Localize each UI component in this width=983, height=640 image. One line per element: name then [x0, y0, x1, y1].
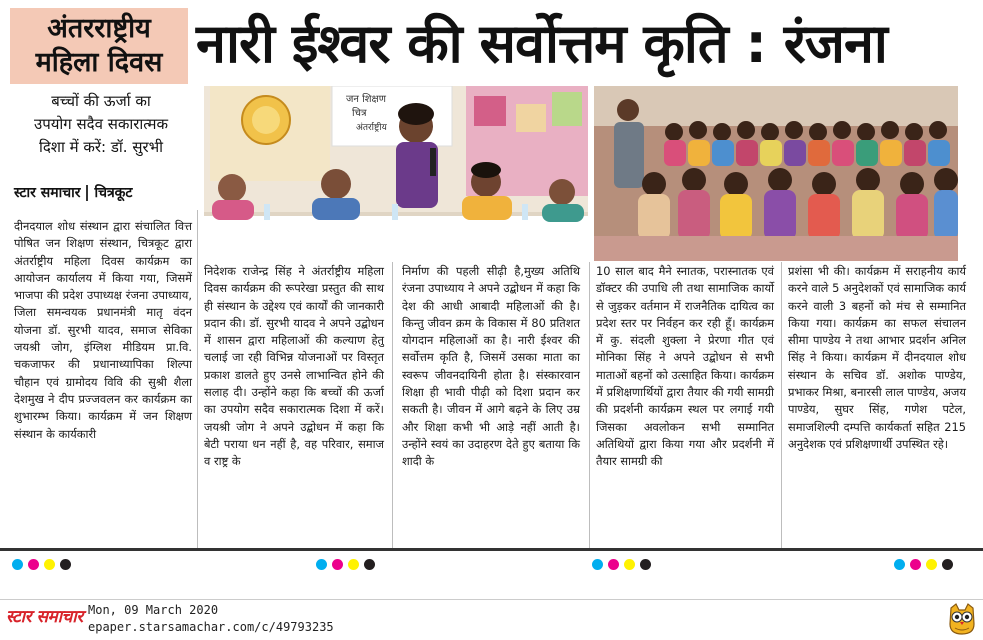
cyan-dot	[316, 559, 327, 570]
column-divider	[781, 262, 782, 548]
cyan-dot	[894, 559, 905, 570]
yellow-dot	[624, 559, 635, 570]
kicker-line-2: महिला दिवस	[35, 47, 163, 78]
banner-line-1: जन शिक्षण	[346, 94, 386, 105]
black-dot	[60, 559, 71, 570]
article-column-1: दीनदयाल शोध संस्थान द्वारा संचालित वित्त पोषित जन शिक्षण संस्थान, चित्रकूट द्वारा अंतर्राष्ट्रीय महिला दिवस कार्यक्रम का आयोजन कार्यालय में किया गया, जिसमें भाजपा की प्रदेश उपाध्यक्ष रंजना उपाध्याय, जिला समन्वयक प्रधानमंत्री मातृ वंदन योजना डॉ. सुरभी यादव, समाज सेविका जयश्री जोग, इंग्लिश मीडियम प्रा.वि. चकजाफर की प्रधानाध्यापिका शिल्पा चौहान एवं ग्रामोदय विवि की सुश्री शैला देशमुख ने दीप प्रज्जवलन कर कार्यक्रम का शुभारम्भ किया। कार्यक्रम में जन शिक्षण संस्थान के कार्यकारी	[14, 219, 192, 441]
magenta-dot	[332, 559, 343, 570]
column-divider	[392, 262, 393, 548]
publication-logo: स्टार समाचार	[6, 607, 83, 627]
magenta-dot	[910, 559, 921, 570]
cyan-dot	[12, 559, 23, 570]
epaper-link[interactable]: epaper.starsamachar.com/c/49793235	[88, 620, 334, 634]
owl-icon	[946, 602, 978, 636]
subhead-line-3: दिशा में करें: डॉ. सुरभी	[38, 138, 164, 156]
section-kicker	[10, 8, 188, 84]
registration-marks-center	[316, 559, 375, 570]
kicker-line-1: अंतरराष्ट्रीय	[47, 13, 151, 44]
subhead-line-2: उपयोग सदैव सकारात्मक	[33, 115, 169, 133]
subhead-line-1: बच्चों की ऊर्जा का	[51, 92, 151, 110]
stage-photo-illustration	[204, 86, 588, 261]
black-dot	[364, 559, 375, 570]
byline-source: स्टार समाचार	[14, 185, 81, 201]
footer-divider	[0, 599, 983, 600]
registration-marks-left	[12, 559, 71, 570]
column-divider	[197, 210, 198, 550]
audience-photo	[594, 86, 958, 261]
yellow-dot	[348, 559, 359, 570]
article-column-2: निदेशक राजेन्द्र सिंह ने अंतर्राष्ट्रीय महिला दिवस कार्यक्रम की रूपरेखा प्रस्तुत की साथ ही संस्थान के उद्देश्य एवं कार्यों की जानकारी प्रदान की। डॉ. सुरभी यादव ने अपने उद्बोधन में शासन द्वारा महिलाओं की कल्याण हेतु चलाई जा रही विभिन्न योजनाओं पर विस्तृत प्रकाश डालते हुए उनसे लाभान्वित होने की सलाह दी। उन्होंने कहा कि बच्चों की ऊर्जा का उपयोग सदैव सकारात्मक दिशा में करें। जयश्री जोग ने अपने उद्बोधन में कहा कि बेटी पराया धन नहीं है, वह परिवार, समाज व राष्ट्र के	[204, 264, 384, 469]
subheadline	[10, 90, 192, 159]
page-bottom-rule	[0, 548, 983, 551]
byline-place: चित्रकूट	[94, 185, 133, 201]
article-column-4: 10 साल बाद मैने स्नातक, परास्नातक एवं डॉक्टर की उपाधि ली तथा सामाजिक कार्यो से जुड़कर वर्तमान में राजनैतिक दायित्व का प्रदेश स्तर पर निर्वहन कर रही हूँ। कार्यक्रम में कु. संदली शुक्ला ने प्रेरणा गीत एवं मोनिका सिंह ने अपने उद्बोधन से सभी माताओं बहनों को उत्साहित किया। कार्यक्रम में प्रशिक्षणार्थियों द्वारा तैयार की गयी सामग्री की प्रदर्शनी कार्यक्रम स्थल पर लगाई गयी जिसका अवलोकन सभी सम्मानित अतिथियों द्वारा किया गया और प्रदर्शनी में तैयार सामग्री की	[596, 264, 774, 469]
yellow-dot	[44, 559, 55, 570]
registration-marks-center-right	[592, 559, 651, 570]
cyan-dot	[592, 559, 603, 570]
banner-line-2: चित्र	[352, 108, 367, 119]
byline-separator	[86, 185, 88, 201]
article-column-5: प्रशंसा भी की। कार्यक्रम में सराहनीय कार्य करने वाले 5 अनुदेशकों एवं सामाजिक कार्य करने वाली 3 बहनों को मंच से सम्मानित किया गया। कार्यक्रम का सफल संचालन सीमा पाण्डेय ने तथा आभार प्रदर्शन अनिल सिंह ने किया। कार्यक्रम में दीनदयाल शोध संस्थान के सचिव डॉ. अशोक पाण्डेय, प्रभाकर मिश्रा, बनारसी लाल पाण्डेय, अजय पाण्डेय, सुघर सिंह, गणेश पटेल, समाजशिल्पी दम्पत्ति कार्यकर्ता सहित 215 अनुदेशक एवं प्रशिक्षणार्थी उपस्थित रहे।	[788, 264, 966, 451]
headline: नारी ईश्वर की सर्वोत्तम कृति : रंजना	[196, 12, 887, 75]
black-dot	[640, 559, 651, 570]
yellow-dot	[926, 559, 937, 570]
black-dot	[942, 559, 953, 570]
magenta-dot	[28, 559, 39, 570]
audience-photo-illustration	[594, 86, 958, 261]
magenta-dot	[608, 559, 619, 570]
banner-line-3: अंतर्राष्ट्रीय	[356, 123, 387, 133]
event-stage-photo	[204, 86, 588, 261]
edition-date: Mon, 09 March 2020	[88, 603, 219, 617]
registration-marks-right	[894, 559, 953, 570]
article-column-3: निर्माण की पहली सीढ़ी है,मुख्य अतिथि रंजना उपाध्याय ने अपने उद्बोधन में कहा कि देश की आधी आबादी महिलाओं की है। किन्तु जीवन क्रम के विकास में 80 प्रतिशत योगदान महिलाओं का है। नारी ईश्वर की सर्वोत्तम कृति है, जिसमें उसका माता का स्वरूप जीवनदायिनी होता है। संस्कारवान शिक्षा ही भावी पीढ़ी को दिशा प्रदान कर सकती है। जीवन में आगे बढ़ने के लिए उम्र और शिक्षा कभी भी आड़े नहीं आती है। उन्होंने स्वयं का उदाहरण देते हुए बताया कि शादी के	[402, 264, 580, 469]
column-divider	[589, 262, 590, 548]
byline	[14, 183, 194, 202]
